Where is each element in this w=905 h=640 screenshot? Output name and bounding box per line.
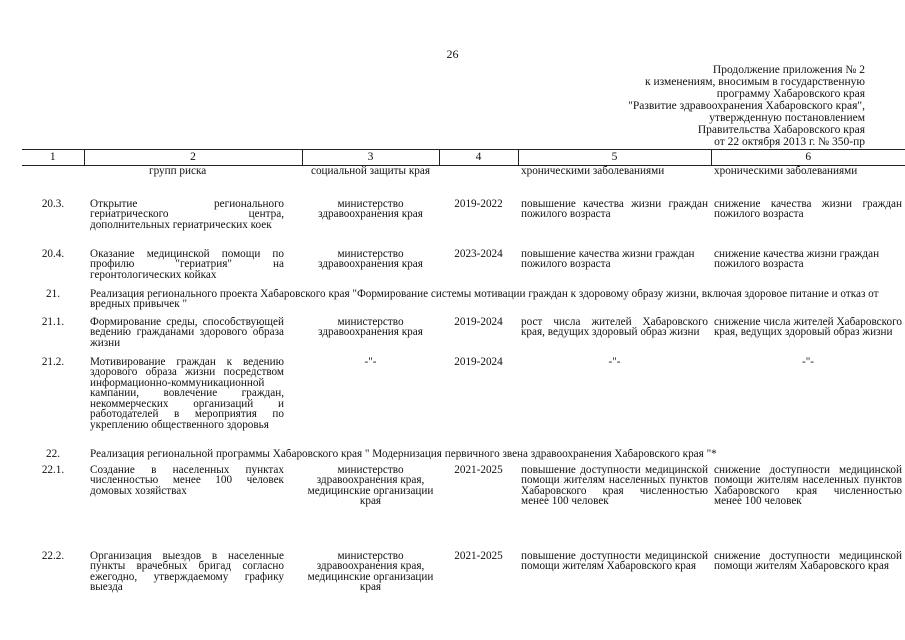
cell-risk: снижение числа жителей Хабаровского края, ведущих здоровый образ жизни	[714, 316, 902, 338]
table-row	[22, 465, 905, 551]
cell-result: повышение качества жизни граждан пожилого возраста	[521, 198, 708, 220]
header-line: Правительства Хабаровского края	[697, 124, 865, 136]
header-line: программу Хабаровского края	[716, 88, 865, 100]
header-line: "Развитие здравоохранения Хабаровского края",	[628, 100, 865, 112]
cell-executor: министерство здравоохранения края	[318, 316, 423, 338]
cell-executor: министерство здравоохранения края	[318, 248, 423, 270]
cell-number: 22.	[46, 448, 60, 460]
table-row	[22, 166, 905, 199]
cell-result: повышение качества жизни граждан пожилого возраста	[521, 248, 695, 270]
header-line: к изменениям, вносимым в государственную	[645, 76, 865, 88]
column-header: 3	[302, 150, 439, 166]
column-header: 6	[711, 150, 905, 166]
table-row	[22, 357, 905, 449]
cell-risk: снижение доступности медицинской помощи жителям Хабаровского края	[714, 550, 902, 572]
cell-risk: -"-	[801, 356, 815, 368]
section-title: Реализация региональной программы Хабаровского края " Модернизация первичного звена здравоохранения Хабаровского края "*	[90, 448, 717, 460]
cell-name: Оказание медицинской помощи по профилю "гериатрия" на геронтологических койках	[90, 248, 284, 281]
cell-executor: министерство здравоохранения края, медицинские организации края	[307, 550, 434, 593]
section-title: Реализация регионального проекта Хабаровского края "Формирование системы мотивации граждан к здоровому образу жизни, включая здоровое питание и отказ от вредных привычек "	[90, 288, 879, 310]
column-header: 5	[518, 150, 711, 166]
cell-term: 2019-2024	[454, 356, 503, 368]
column-header-row	[22, 150, 905, 166]
table-row	[22, 551, 905, 601]
page-number: 26	[446, 47, 459, 61]
appendix-header	[628, 64, 865, 148]
table-row	[22, 289, 905, 317]
cell-term: 2021-2025	[454, 464, 503, 476]
cell-result: рост числа жителей Хабаровского края, ведущих здоровый образ жизни	[521, 316, 708, 338]
cell-number: 22.2.	[41, 550, 65, 562]
cell-risk: снижение качества жизни граждан пожилого возраста	[714, 198, 902, 220]
cell-term: 2021-2025	[454, 550, 503, 562]
cell-number: 21.2.	[41, 356, 65, 368]
measures-table	[22, 149, 905, 601]
cell-result: повышение доступности медицинской помощи жителям населенных пунктов Хабаровского края численностью менее 100 человек	[521, 464, 708, 507]
cell-number: 21.	[46, 288, 60, 300]
table-row	[22, 249, 905, 289]
cell-result: хроническими заболеваниями	[521, 165, 665, 177]
cell-number: 20.3.	[41, 198, 65, 210]
header-line: от 22 октября 2013 г. № 350-пр	[714, 136, 865, 148]
column-header: 1	[22, 150, 84, 166]
cell-number: 20.4.	[41, 248, 65, 260]
cell-risk: снижение доступности медицинской помощи жителям населенных пунктов Хабаровского края численностью менее 100 человек	[714, 464, 902, 507]
cell-result: повышение доступности медицинской помощи жителям Хабаровского края	[521, 550, 708, 572]
header-line: утвержденную постановлением	[709, 112, 865, 124]
cell-term: 2019-2024	[454, 316, 503, 328]
column-header: 4	[439, 150, 518, 166]
cell-executor: -"-	[364, 356, 377, 368]
table-row	[22, 449, 905, 465]
cell-number: 21.1.	[41, 316, 65, 328]
header-line: Продолжение приложения № 2	[712, 64, 865, 76]
cell-risk: снижение качества жизни граждан пожилого возраста	[714, 248, 880, 270]
cell-name: Мотивирование граждан к ведению здорового образа жизни посредством информационно-коммуникационной кампании, вовлечение граждан, некоммерческих организаций и работодателей в мероприятия по укреплению общественного здоровья	[90, 356, 284, 431]
table-row	[22, 199, 905, 249]
cell-name: групп риска	[149, 165, 207, 177]
cell-executor: министерство здравоохранения края, медицинские организации края	[307, 464, 434, 507]
column-header: 2	[84, 150, 302, 166]
cell-name: Формирование среды, способствующей ведению гражданами здорового образа жизни	[90, 316, 284, 349]
cell-name: Открытие регионального гериатрического центра, дополнительных гериатрических коек	[90, 198, 284, 231]
cell-term: 2023-2024	[454, 248, 503, 260]
cell-name: Создание в населенных пунктах численностью менее 100 человек домовых хозяйствах	[90, 464, 284, 497]
cell-number: 22.1.	[41, 464, 65, 476]
cell-name: Организация выездов в населенные пункты врачебных бригад согласно ежегодно, утверждаемому графику выезда	[90, 550, 284, 593]
cell-executor: министерство здравоохранения края	[318, 198, 423, 220]
cell-term: 2019-2022	[454, 198, 503, 210]
cell-risk: хроническими заболеваниями	[714, 165, 858, 177]
cell-result: -"-	[608, 356, 621, 368]
cell-executor: социальной защиты края	[311, 165, 430, 177]
table-row	[22, 317, 905, 357]
